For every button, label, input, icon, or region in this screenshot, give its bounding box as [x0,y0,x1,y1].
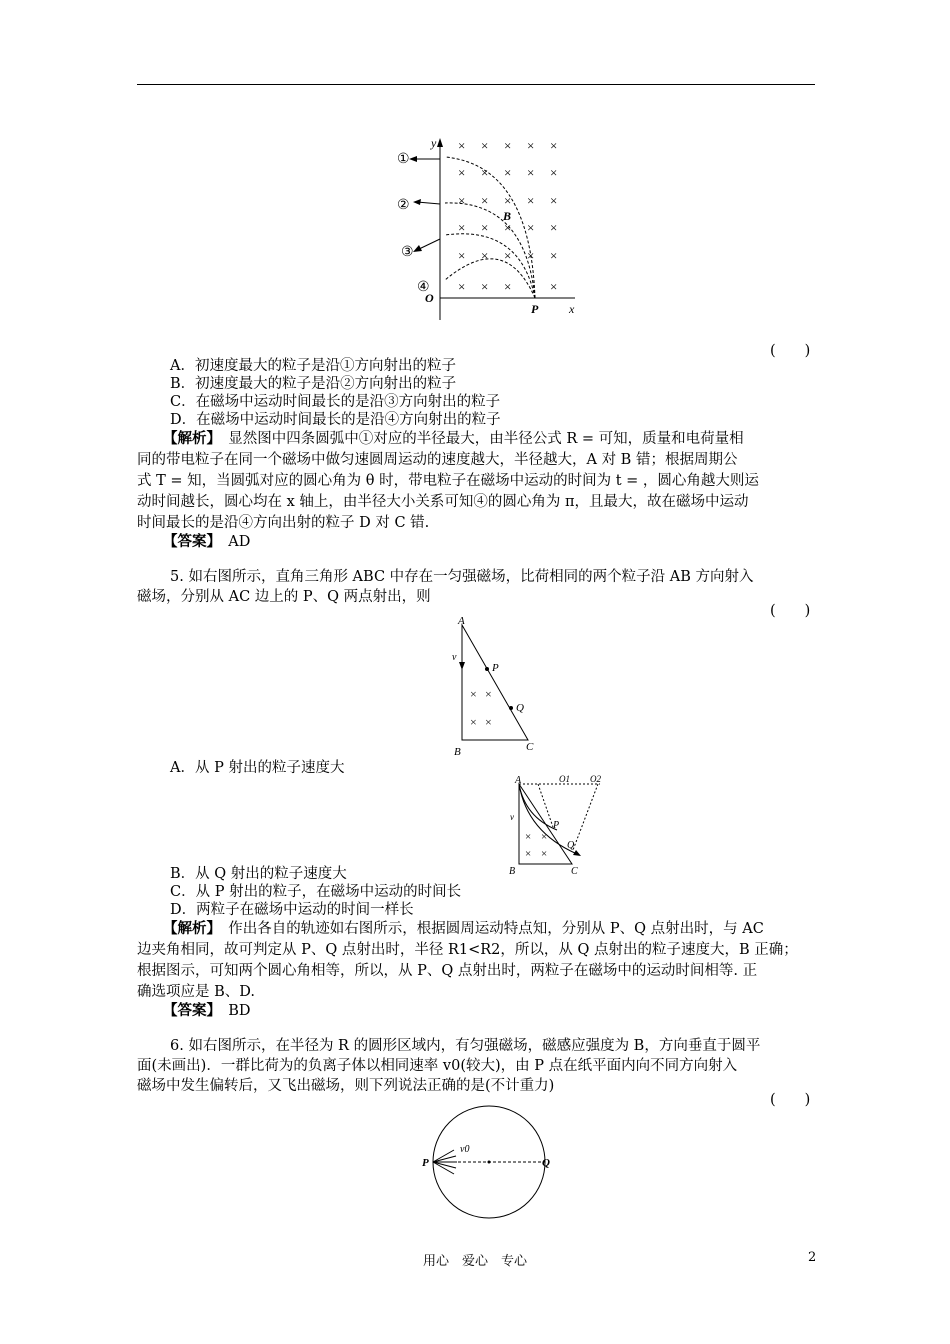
analysis-text: 作出各自的轨迹如右图所示，根据圆周运动特点知，分别从 P、Q 点射出时，与 AC [213,921,764,937]
cross: × [550,220,558,235]
answer-text: BD [213,1003,251,1019]
v-ray [433,1156,456,1162]
point-p-label: P [422,1157,429,1169]
q4-option-c: C．在磁场中运动时间最长的是沿③方向射出的粒子 [170,394,501,410]
cross: × [481,138,489,153]
q5-stem-line-2: 磁场，分别从 AC 边上的 P、Q 两点射出，则 [137,589,431,605]
cross: × [550,165,558,180]
y-axis-arrow [437,138,443,147]
cross: × [481,193,489,208]
center-dot [488,1161,491,1164]
cross: × [470,687,477,701]
q5-option-d: D．两粒子在磁场中运动的时间一样长 [170,902,414,918]
answer-text: AD [213,534,251,550]
cross: × [550,248,558,263]
cross: × [541,848,548,860]
label-circled-2: ② [397,198,410,213]
cross: × [481,165,489,180]
cross: × [458,279,466,294]
point-p-label: P [553,820,560,831]
v-ray [433,1150,454,1162]
cross: × [470,715,477,729]
field-crosses [470,687,492,729]
answer-tag: 【答案】 [163,1002,214,1019]
figure-triangle-trajectories [505,772,605,877]
cross: × [504,220,512,235]
answer-tag: 【答案】 [163,533,214,550]
q4-option-a: A．初速度最大的粒子是沿①方向射出的粒子 [170,358,456,374]
cross: × [481,279,489,294]
label-circled-4: ④ [417,280,430,295]
cross: × [504,248,512,263]
origin-label: O [425,291,434,305]
vertex-c-label: C [571,866,578,877]
answer-bracket: ( ) [770,343,811,359]
answer-bracket: ( ) [770,603,811,619]
cross: × [527,193,535,208]
cross: × [485,715,492,729]
point-b-label: B [503,209,512,223]
cross: × [525,848,532,860]
center-o1-label: O1 [559,774,570,784]
arrow-1-head [409,156,417,162]
label-circled-3: ③ [401,245,414,260]
q6-stem-line-3: 磁场中发生偏转后，又飞出磁场，则下列说法正确的是(不计重力) [137,1078,555,1094]
field-crosses [525,831,547,860]
center-o2-label: O2 [590,774,601,784]
cross: × [504,165,512,180]
q5-analysis-line-1 [163,919,815,939]
cross: × [550,279,558,294]
cross: × [541,831,548,843]
q4-answer [163,532,841,552]
header-rule [137,84,815,85]
cross: × [458,248,466,263]
cross: × [504,193,512,208]
vertex-b-label: B [454,746,461,758]
cross: × [550,138,558,153]
figure-triangle-abc [450,615,540,760]
point-p-label: P [492,662,499,674]
cross: × [525,831,532,843]
velocity-arrow-head [459,662,465,670]
page-number: 2 [808,1250,817,1265]
analysis-text: 显然图中四条圆弧中①对应的半径最大，由半径公式 R = 可知，质量和电荷量相 [213,431,744,447]
q4-analysis-line-1 [163,429,815,449]
cross: × [504,138,512,153]
point-q [509,706,513,710]
q5-analysis-line-4: 确选项应是 B、D. [137,984,255,1000]
cross: × [527,248,535,263]
point-p-label: P [531,302,539,316]
q4-analysis-line-5: 时间最长的是沿④方向出射的粒子 D 对 C 错. [137,515,430,531]
vertex-a-label: A [458,615,465,627]
point-q-label: Q [516,702,524,714]
point-q-label: Q [567,840,575,851]
cross: × [458,220,466,235]
cross: × [485,687,492,701]
cross: × [458,165,466,180]
cross: × [481,248,489,263]
q5-stem-line-1: 5. 如右图所示，直角三角形 ABC 中存在一匀强磁场，比荷相同的两个粒子沿 AB 方向射入 [170,569,754,585]
q5-answer [163,1001,841,1021]
cross: × [458,138,466,153]
cross: × [481,220,489,235]
q5-option-b: B．从 Q 射出的粒子速度大 [170,866,347,882]
analysis-tag: 【解析】 [163,430,214,447]
point-q-label: Q [542,1157,550,1169]
q4-analysis-line-2: 同的带电粒子在同一个磁场中做匀速圆周运动的速度越大，半径越大，A 对 B 错；根据周期公 [137,452,738,468]
q4-analysis-line-3: 式 T = 知，当圆弧对应的圆心角为 θ 时，带电粒子在磁场中运动的时间为 t = ，圆心角越大则运 [137,473,759,489]
velocity-label: v [452,652,457,663]
figure-circle-field [420,1100,560,1225]
cross: × [458,193,466,208]
q5-analysis-line-3: 根据图示，可知两个圆心角相等，所以，从 P、Q 点射出时，两粒子在磁场中的运动时间相等. 正 [137,963,758,979]
answer-bracket: ( ) [770,1092,811,1108]
footer-slogan: 用心 爱心 专心 [422,1254,527,1269]
figure-magnetic-quadrant [395,135,595,325]
q5-analysis-line-2: 边夹角相同，故可判定从 P、Q 点射出时，半径 R1<R2，所以，从 Q 点射出的粒子速度大，B 正确； [137,942,798,958]
v-ray [433,1162,454,1174]
vertex-c-label: C [526,741,534,753]
radius-2 [573,784,598,850]
q6-stem-line-2: 面(未画出)．一群比荷为的负离子体以相同速率 v0(较大)，由 P 点在纸平面内向不同方向射入 [137,1058,738,1074]
analysis-tag: 【解析】 [163,920,214,937]
cross: × [550,193,558,208]
v-ray [433,1162,456,1168]
direction-arrows [409,156,440,252]
cross: × [504,279,512,294]
cross: × [527,138,535,153]
q5-option-c: C．从 P 射出的粒子，在磁场中运动的时间长 [170,884,462,900]
arrow-3-head [413,245,422,252]
velocity-fan [433,1150,457,1174]
q4-option-d: D．在磁场中运动时间最长的是沿④方向射出的粒子 [170,412,501,428]
vertex-a-label: A [515,775,522,786]
arrow-2 [417,202,440,204]
cross: × [527,165,535,180]
label-circled-1: ① [397,152,410,167]
q6-stem-line-1: 6. 如右图所示，在半径为 R 的圆形区域内，有匀强磁场，磁感应强度为 B，方向垂直于圆平 [170,1038,761,1054]
point-p [485,667,489,671]
vertex-b-label: B [509,866,516,877]
q4-analysis-line-4: 动时间越长，圆心均在 x 轴上，由半径大小关系可知④的圆心角为 π，且最大，故在磁场中运动 [137,494,749,510]
velocity-label: v [510,812,514,822]
velocity-v0-label: v0 [460,1144,470,1155]
q5-option-a: A．从 P 射出的粒子速度大 [170,760,345,776]
q4-option-b: B．初速度最大的粒子是沿②方向射出的粒子 [170,376,457,392]
arrow-2-head [413,199,421,205]
cross: × [527,220,535,235]
x-axis-label: x [569,302,575,316]
y-axis-label: y [431,136,437,150]
